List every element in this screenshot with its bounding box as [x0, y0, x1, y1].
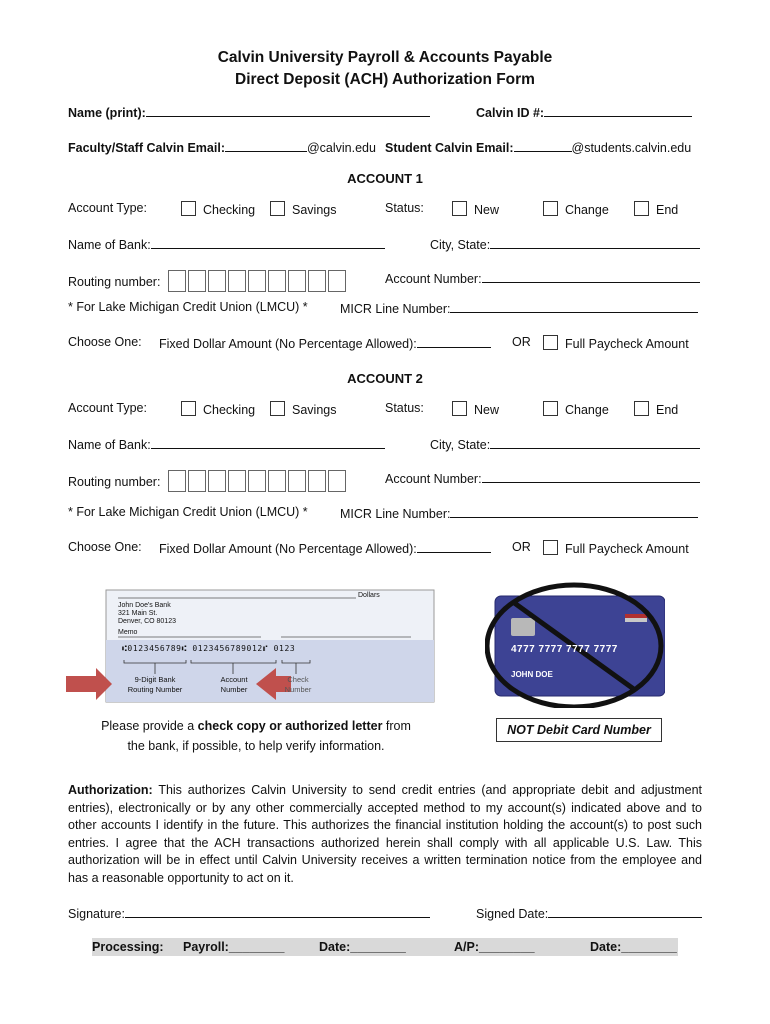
account-1-lmcu-note: * For Lake Michigan Credit Union (LMCU) *: [68, 300, 308, 314]
checkbox-icon[interactable]: [181, 401, 196, 416]
digit-box[interactable]: [308, 470, 326, 492]
digit-box[interactable]: [208, 470, 226, 492]
digit-box[interactable]: [268, 270, 286, 292]
routing-caption-line-2: Routing Number: [127, 685, 183, 694]
account-caption: [206, 675, 262, 695]
check-sample-image: [66, 588, 436, 704]
check-address-2: Denver, CO 80123: [118, 618, 176, 625]
account-2-lmcu-note: * For Lake Michigan Credit Union (LMCU) *: [68, 505, 308, 519]
checkbox-icon[interactable]: [634, 401, 649, 416]
full-paycheck-label: Full Paycheck Amount: [565, 542, 689, 556]
micr-label: MICR Line Number:: [340, 507, 451, 521]
signature-row: [68, 905, 430, 921]
not-debit-card-caption: NOT Debit Card Number: [496, 718, 662, 742]
account-1-account-number-row: [385, 270, 700, 286]
debit-card-image: [485, 582, 665, 708]
micr-label: MICR Line Number:: [340, 302, 451, 316]
check-number-caption-line-1: Check: [287, 675, 309, 684]
digit-box[interactable]: [168, 270, 186, 292]
digit-box[interactable]: [288, 470, 306, 492]
student-email-label: Student Calvin Email:: [385, 141, 514, 155]
account-1-bank-row: [68, 236, 385, 252]
digit-box[interactable]: [188, 270, 206, 292]
account-2-account-number-row: [385, 470, 700, 486]
faculty-email-domain: @calvin.edu: [306, 141, 376, 155]
ap-field[interactable]: A/P:________: [454, 940, 535, 954]
payroll-field[interactable]: Payroll:________: [183, 940, 285, 954]
account-2-end-option[interactable]: [634, 401, 678, 417]
name-input-line[interactable]: [146, 104, 430, 117]
signed-date-input-line[interactable]: [548, 905, 702, 918]
account-number-label: Account Number:: [385, 272, 482, 286]
account-1-fixed-row: [159, 335, 491, 351]
fixed-amount-label: Fixed Dollar Amount (No Percentage Allowed):: [159, 337, 417, 351]
end-label: End: [656, 403, 679, 417]
account-1-or: OR: [512, 335, 531, 349]
digit-box[interactable]: [248, 470, 266, 492]
account-number-input-line[interactable]: [482, 270, 700, 283]
authorization-label: Authorization:: [68, 783, 153, 797]
checking-label: Checking: [203, 403, 256, 417]
savings-label: Savings: [292, 203, 337, 217]
check-dollars-label: Dollars: [358, 592, 380, 599]
bank-input-line[interactable]: [151, 436, 385, 449]
account-1-heading: ACCOUNT 1: [347, 171, 423, 186]
account-1-city-row: [430, 236, 700, 252]
check-copy-note: [66, 719, 446, 733]
digit-box[interactable]: [248, 270, 266, 292]
micr-input-line[interactable]: [450, 505, 698, 518]
faculty-email-row: [68, 139, 376, 155]
processing-label: Processing:: [92, 940, 164, 954]
account-2-full-paycheck-option[interactable]: [543, 540, 689, 556]
account-caption-line-2: Number: [220, 685, 248, 694]
note-prefix: Please provide a: [101, 719, 198, 733]
note-bold: check copy or authorized letter: [197, 719, 383, 733]
account-2-savings-option[interactable]: [270, 401, 336, 417]
checkbox-icon[interactable]: [270, 201, 285, 216]
account-1-full-paycheck-option[interactable]: [543, 335, 689, 351]
routing-label: Routing number:: [68, 275, 161, 289]
routing-boxes[interactable]: [168, 475, 348, 489]
account-1-choose-label: Choose One:: [68, 335, 142, 349]
account-2-fixed-row: [159, 540, 491, 556]
authorization-text: This authorizes Calvin University to send credit entries (and appropriate debit and adjustment entries), electronically or by any other commercially accepted method to my account(s) indicated above and to other accounts I identify in the future. This authorizes the financial institution holding the account(s) to post such entries. I agree that the ACH transactions authorized herein shall comply with all applicable U.S. Law. This authorization will be in effect until Calvin University receives a written termination notice from the employee and has a reasonable opportunity to act on it.: [68, 783, 702, 885]
check-memo-label: Memo: [118, 629, 138, 636]
change-label: Change: [565, 403, 609, 417]
calvin-id-label: Calvin ID #:: [476, 106, 545, 120]
student-email-input-line[interactable]: [514, 139, 572, 152]
check-copy-note-line-2: the bank, if possible, to help verify information.: [127, 739, 385, 753]
city-input-line[interactable]: [490, 436, 700, 449]
calvin-id-input-line[interactable]: [544, 104, 692, 117]
checkbox-icon[interactable]: [543, 201, 558, 216]
change-label: Change: [565, 203, 609, 217]
account-2-city-row: [430, 436, 700, 452]
card-holder: JOHN DOE: [511, 670, 553, 679]
name-field-row: [68, 104, 430, 120]
checkbox-icon[interactable]: [452, 201, 467, 216]
digit-box[interactable]: [288, 270, 306, 292]
routing-label: Routing number:: [68, 475, 161, 489]
account-1-micr-row: [340, 300, 698, 316]
checkbox-icon[interactable]: [543, 335, 558, 350]
fixed-amount-label: Fixed Dollar Amount (No Percentage Allowed):: [159, 542, 417, 556]
checkbox-icon[interactable]: [270, 401, 285, 416]
end-label: End: [656, 203, 679, 217]
faculty-email-input-line[interactable]: [225, 139, 307, 152]
new-label: New: [474, 403, 500, 417]
digit-box[interactable]: [168, 470, 186, 492]
account-1-change-option[interactable]: [543, 201, 609, 217]
account-number-input-line[interactable]: [482, 470, 700, 483]
account-number-label: Account Number:: [385, 472, 482, 486]
account-1-status-label: Status:: [385, 201, 424, 215]
note-suffix: from: [382, 719, 411, 733]
account-2-routing-row: [68, 470, 348, 492]
check-number-caption-line-2: Number: [284, 685, 312, 694]
account-1-new-option[interactable]: [452, 201, 499, 217]
digit-box[interactable]: [228, 470, 246, 492]
savings-label: Savings: [292, 403, 337, 417]
routing-caption: [118, 675, 192, 695]
fixed-amount-input-line[interactable]: [417, 335, 491, 348]
checkbox-icon[interactable]: [634, 201, 649, 216]
checkbox-icon[interactable]: [452, 401, 467, 416]
account-2-change-option[interactable]: [543, 401, 609, 417]
bank-label: Name of Bank:: [68, 438, 151, 452]
bank-input-line[interactable]: [151, 236, 385, 249]
account-2-heading: ACCOUNT 2: [347, 371, 423, 386]
check-bank-name: John Doe's Bank: [118, 602, 171, 609]
new-label: New: [474, 203, 500, 217]
checking-label: Checking: [203, 203, 256, 217]
micr-input-line[interactable]: [450, 300, 698, 313]
authorization-paragraph: [68, 782, 702, 888]
digit-box[interactable]: [268, 470, 286, 492]
digit-box[interactable]: [188, 470, 206, 492]
signed-date-row: [476, 905, 702, 921]
form-title-line2: Direct Deposit (ACH) Authorization Form: [235, 71, 535, 88]
routing-caption-line-1: 9-Digit Bank: [134, 675, 176, 684]
digit-box[interactable]: [228, 270, 246, 292]
city-label: City, State:: [430, 438, 491, 452]
calvin-id-row: [476, 104, 692, 120]
faculty-email-label: Faculty/Staff Calvin Email:: [68, 141, 225, 155]
card-number: 4777 7777 7777 7777: [511, 644, 618, 655]
signed-date-label: Signed Date:: [476, 907, 549, 921]
account-1-type-label: Account Type:: [68, 201, 147, 215]
check-micr-line: ⑆0123456789⑆ 0123456789012⑈ 0123: [122, 644, 296, 653]
account-2-new-option[interactable]: [452, 401, 499, 417]
account-2-type-label: Account Type:: [68, 401, 147, 415]
student-email-row: [385, 139, 691, 155]
check-address-1: 321 Main St.: [118, 610, 158, 617]
account-2-or: OR: [512, 540, 531, 554]
account-2-micr-row: [340, 505, 698, 521]
payroll-date-field[interactable]: Date:________: [319, 940, 406, 954]
account-1-checking-option[interactable]: [181, 201, 255, 217]
digit-box[interactable]: [308, 270, 326, 292]
digit-box[interactable]: [328, 270, 346, 292]
city-label: City, State:: [430, 238, 491, 252]
signature-label: Signature:: [68, 907, 125, 921]
signature-input-line[interactable]: [125, 905, 430, 918]
checkbox-icon[interactable]: [543, 401, 558, 416]
city-input-line[interactable]: [490, 236, 700, 249]
digit-box[interactable]: [328, 470, 346, 492]
account-2-bank-row: [68, 436, 385, 452]
account-caption-line-1: Account: [220, 675, 248, 684]
ap-date-field[interactable]: Date:________: [590, 940, 677, 954]
routing-boxes[interactable]: [168, 275, 348, 289]
account-2-status-label: Status:: [385, 401, 424, 415]
name-label: Name (print):: [68, 106, 146, 120]
checkbox-icon[interactable]: [181, 201, 196, 216]
digit-box[interactable]: [208, 270, 226, 292]
fixed-amount-input-line[interactable]: [417, 540, 491, 553]
student-email-domain: @students.calvin.edu: [571, 141, 692, 155]
full-paycheck-label: Full Paycheck Amount: [565, 337, 689, 351]
account-2-checking-option[interactable]: [181, 401, 255, 417]
account-1-savings-option[interactable]: [270, 201, 336, 217]
checkbox-icon[interactable]: [543, 540, 558, 555]
account-2-choose-label: Choose One:: [68, 540, 142, 554]
form-title-line1: Calvin University Payroll & Accounts Payable: [217, 49, 553, 66]
bank-label: Name of Bank:: [68, 238, 151, 252]
check-number-caption: [276, 675, 320, 695]
account-1-end-option[interactable]: [634, 201, 678, 217]
account-1-routing-row: [68, 270, 348, 292]
